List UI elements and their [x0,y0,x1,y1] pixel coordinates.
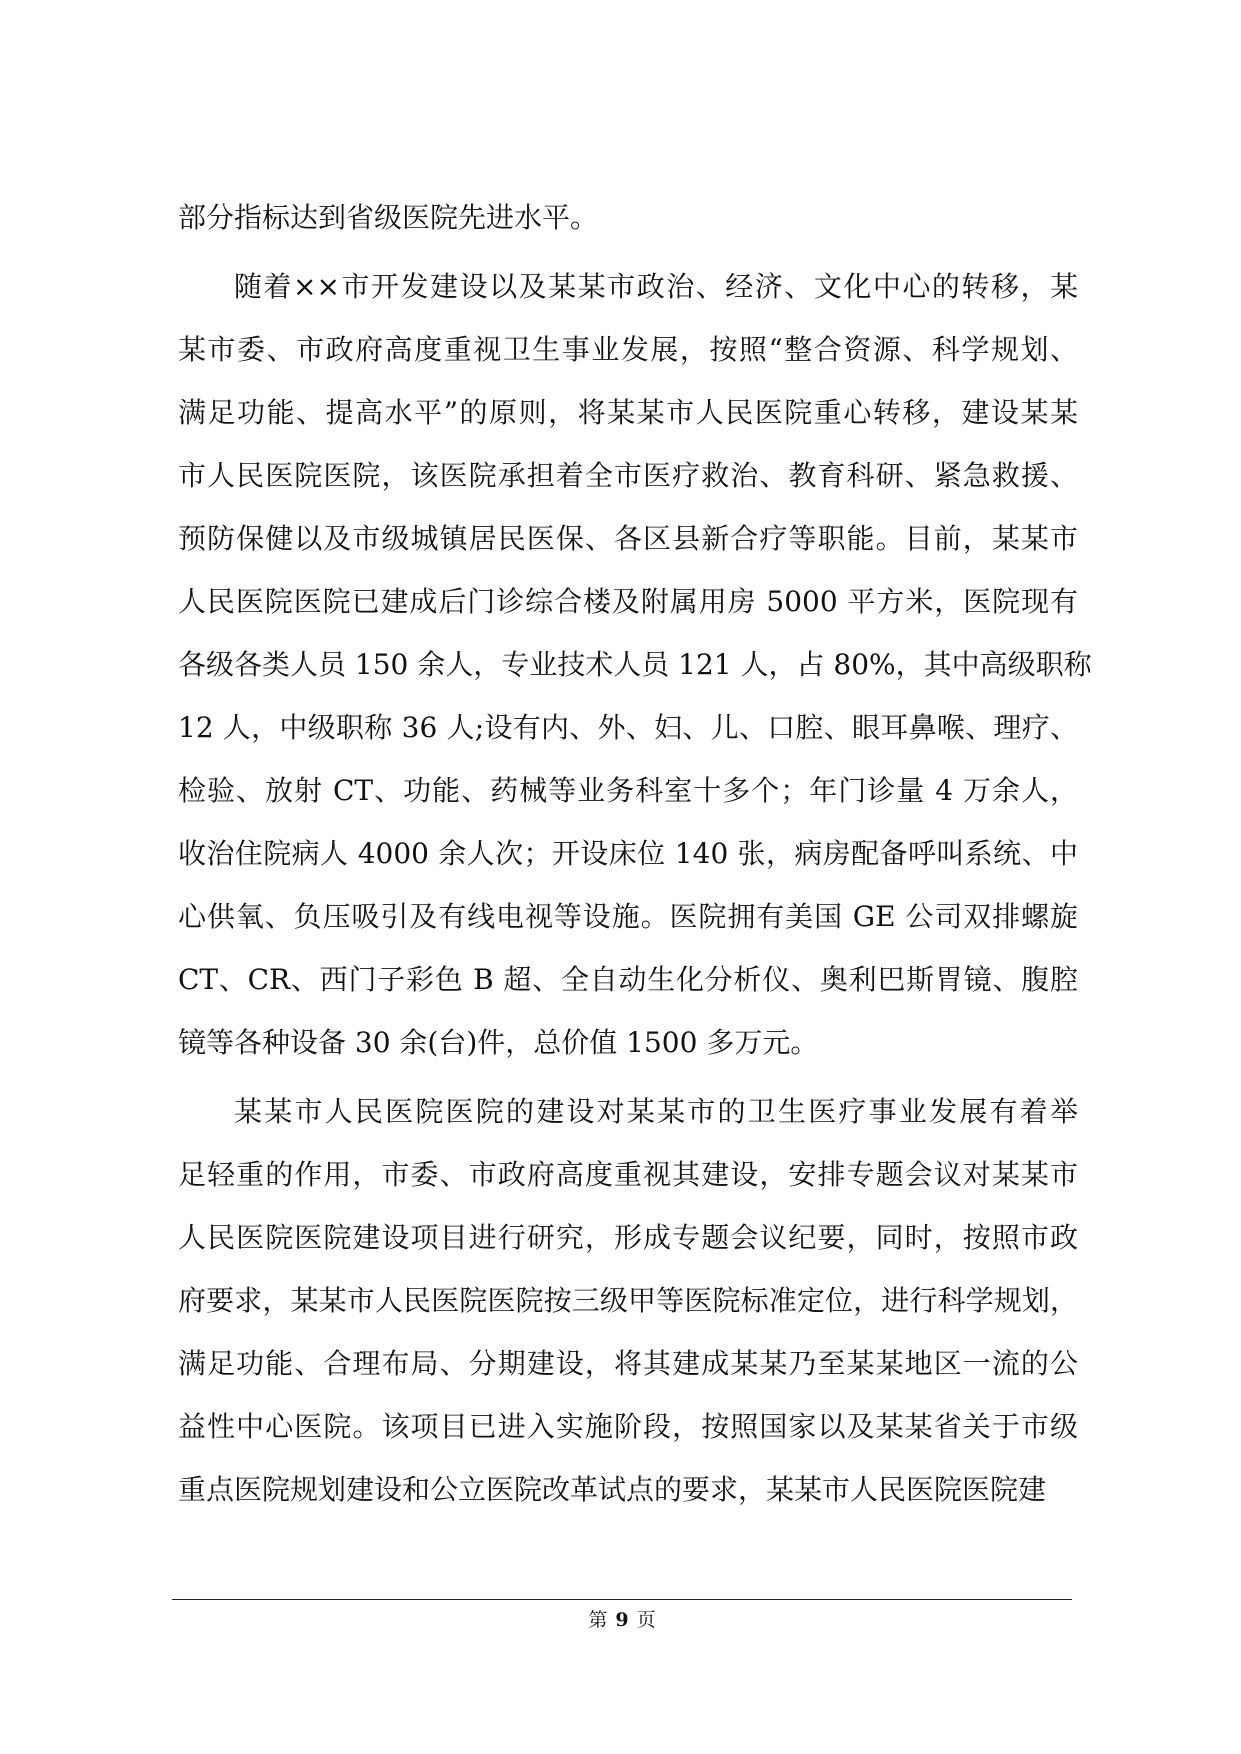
paragraph [178,186,1078,249]
page-number: 9 [615,1609,629,1631]
text-line: 镜等各种设备 30 余(台)件，总价值 1500 多万元。 [178,1026,819,1059]
footer-divider [172,1599,1072,1600]
text-line: 12 人，中级职称 36 人;设有内、外、妇、儿、口腔、眼耳鼻喉、理疗、 [178,711,1078,744]
text-line: 重点医院规划建设和公立医院改革试点的要求，某某市人民医院医院建 [178,1473,1047,1506]
text-line: CT、CR、西门子彩色 B 超、全自动生化分析仪、奥利巴斯胃镜、腹腔 [178,963,1078,996]
paragraph [178,255,1092,1074]
text-line: 人民医院医院已建成后门诊综合楼及附属用房 5000 平方米，医院现有 [178,585,1078,618]
text-line: 府要求，某某市人民医院医院按三级甲等医院标准定位，进行科学规划， [178,1284,1078,1317]
text-line: 满足功能、合理布局、分期建设，将其建成某某乃至某某地区一流的公 [178,1347,1078,1380]
text-line: 市人民医院医院，该医院承担着全市医疗救治、教育科研、紧急救援、 [178,459,1078,492]
text-line: 人民医院医院建设项目进行研究，形成专题会议纪要，同时，按照市政 [178,1221,1078,1254]
page-footer [172,1608,1072,1632]
text-line: 各级各类人员 150 余人，专业技术人员 121 人，占 80%，其中高级职称 [178,648,1092,681]
text-line: 检验、放射 CT、功能、药械等业务科室十多个；年门诊量 4 万余人， [178,774,1078,807]
text-line: 某市委、市政府高度重视卫生事业发展，按照“整合资源、科学规划、 [178,333,1078,366]
text-line: 心供氧、负压吸引及有线电视等设施。医院拥有美国 GE 公司双排螺旋 [178,900,1078,933]
paragraph [178,1080,1078,1521]
text-line: 足轻重的作用，市委、市政府高度重视其建设，安排专题会议对某某市 [178,1158,1078,1191]
text-line: 部分指标达到省级医院先进水平。 [178,201,599,234]
footer-suffix: 页 [636,1609,656,1631]
body-text [178,186,1092,1521]
text-line: 预防保健以及市级城镇居民医保、各区县新合疗等职能。目前，某某市 [178,522,1078,555]
text-line: 某某市人民医院医院的建设对某某市的卫生医疗事业发展有着举 [234,1095,1078,1128]
text-line: 益性中心医院。该项目已进入实施阶段，按照国家以及某某省关于市级 [178,1410,1078,1443]
text-line: 收治住院病人 4000 余人次；开设床位 140 张，病房配备呼叫系统、中 [178,837,1078,870]
footer-prefix: 第 [588,1609,608,1631]
text-line: 满足功能、提高水平”的原则，将某某市人民医院重心转移，建设某某 [178,396,1078,429]
text-line: 随着××市开发建设以及某某市政治、经济、文化中心的转移，某 [234,270,1078,303]
